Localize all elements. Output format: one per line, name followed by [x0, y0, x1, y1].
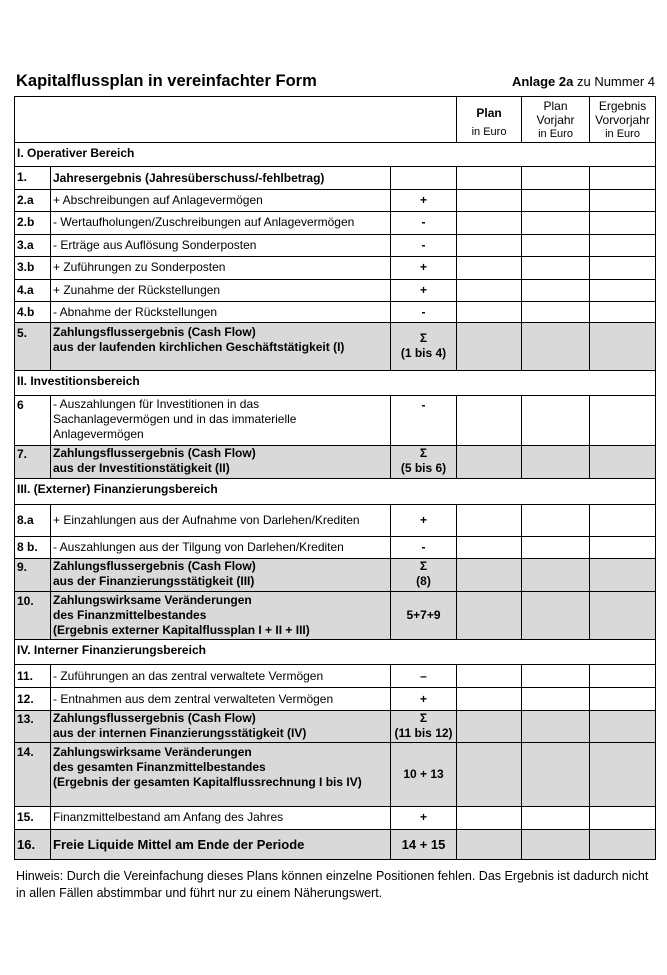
row-number: 9.: [15, 559, 51, 592]
table-row: [15, 190, 656, 212]
cell-plan-vorjahr[interactable]: [522, 665, 590, 688]
cell-plan-vorjahr[interactable]: [522, 830, 590, 860]
cell-plan[interactable]: [457, 302, 522, 323]
row-operator: +: [391, 505, 457, 537]
row-operator: +: [391, 280, 457, 302]
sigma-icon: Σ: [419, 711, 428, 725]
cell-plan[interactable]: [457, 830, 522, 860]
header-blank: [15, 97, 457, 143]
row-description: - Abnahme der Rückstellungen: [51, 302, 391, 323]
cell-plan-vorjahr[interactable]: [522, 446, 590, 479]
row-operator: +: [391, 190, 457, 212]
table-row: [15, 592, 656, 640]
table-row: [15, 212, 656, 235]
anlage-suffix: zu Nummer 4: [573, 74, 655, 89]
cell-plan-vorjahr[interactable]: [522, 257, 590, 280]
row-description: Zahlungsflussergebnis (Cash Flow) aus der Investitionstätigkeit (II): [51, 446, 391, 479]
row-operator: -: [391, 212, 457, 235]
anlage-label: Anlage 2a: [511, 74, 574, 89]
row-operator: 5+7+9: [391, 592, 457, 640]
row-number: 8 b.: [15, 537, 51, 559]
cell-plan[interactable]: [457, 396, 522, 446]
row-number: 3.b: [15, 257, 51, 280]
row-number: 11.: [15, 665, 51, 688]
cell-plan[interactable]: [457, 323, 522, 371]
row-description: - Entnahmen aus dem zentral verwalteten Vermögen: [51, 688, 391, 711]
row-description: - Auszahlungen für Investitionen in das Sachanlagevermögen und in das immaterielle Anlagevermögen: [51, 396, 391, 446]
cell-ergebnis[interactable]: [590, 323, 656, 371]
cell-ergebnis[interactable]: [590, 446, 656, 479]
table-row: [15, 446, 656, 479]
cell-plan[interactable]: [457, 743, 522, 807]
section-row: [15, 640, 656, 665]
cell-plan-vorjahr[interactable]: [522, 505, 590, 537]
cell-plan[interactable]: [457, 446, 522, 479]
section-row: [15, 479, 656, 505]
row-number: 13.: [15, 711, 51, 743]
row-operator: +: [391, 807, 457, 830]
row-number: 1.: [15, 167, 51, 190]
table-row: [15, 807, 656, 830]
cell-plan[interactable]: [457, 190, 522, 212]
row-description: Jahresergebnis (Jahresüberschuss/-fehlbetrag): [51, 167, 391, 190]
sigma-icon: Σ: [419, 331, 428, 345]
cell-plan[interactable]: [457, 688, 522, 711]
row-number: 10.: [15, 592, 51, 640]
page-title: Kapitalflussplan in vereinfachter Form: [16, 72, 317, 90]
section-row: [15, 371, 656, 396]
cell-ergebnis[interactable]: [590, 537, 656, 559]
cell-plan[interactable]: [457, 592, 522, 640]
sigma-icon: Σ: [419, 446, 428, 460]
table-row: [15, 665, 656, 688]
row-number: 6: [15, 396, 51, 446]
table-row: [15, 235, 656, 257]
row-operator: 14 + 15: [391, 830, 457, 860]
cell-plan-vorjahr[interactable]: [522, 235, 590, 257]
table-row: [15, 559, 656, 592]
cell-plan-vorjahr[interactable]: [522, 537, 590, 559]
row-number: 7.: [15, 446, 51, 479]
sigma-icon: Σ: [419, 559, 428, 573]
cell-ergebnis[interactable]: [590, 396, 656, 446]
row-description: Zahlungsflussergebnis (Cash Flow) aus der laufenden kirchlichen Geschäftstätigkeit (I): [51, 323, 391, 371]
table-row: [15, 830, 656, 860]
row-number: 4.a: [15, 280, 51, 302]
cell-plan-vorjahr[interactable]: [522, 688, 590, 711]
table-row: [15, 711, 656, 743]
cell-plan-vorjahr[interactable]: [522, 559, 590, 592]
table-row: [15, 743, 656, 807]
cell-ergebnis[interactable]: [590, 592, 656, 640]
footer-hint: Hinweis: Durch die Vereinfachung dieses Plans können einzelne Positionen fehlen. Das Ergebnis ist dadurch nicht in allen Fällen abstimmbar und führt nur zu einem Näherungswert.: [16, 869, 649, 900]
cell-plan[interactable]: [457, 537, 522, 559]
section-row: [15, 143, 656, 167]
table-header-row: [15, 97, 656, 143]
row-operator: Σ (11 bis 12): [391, 711, 457, 743]
row-operator: Σ (5 bis 6): [391, 446, 457, 479]
row-operator: -: [391, 235, 457, 257]
row-operator: -: [391, 537, 457, 559]
cell-plan-vorjahr[interactable]: [522, 190, 590, 212]
table-row: [15, 688, 656, 711]
cell-ergebnis[interactable]: [590, 688, 656, 711]
row-operator: -: [391, 302, 457, 323]
row-operator: 10 + 13: [391, 743, 457, 807]
cell-ergebnis[interactable]: [590, 807, 656, 830]
table-row: [15, 280, 656, 302]
table-row: [15, 167, 656, 190]
cell-plan[interactable]: [457, 505, 522, 537]
cell-ergebnis[interactable]: [590, 280, 656, 302]
row-description: + Einzahlungen aus der Aufnahme von Darlehen/Krediten: [51, 505, 391, 537]
cell-plan-vorjahr[interactable]: [522, 323, 590, 371]
header-plan: Plan in Euro: [457, 97, 522, 143]
row-number: 2.a: [15, 190, 51, 212]
table-row: [15, 505, 656, 537]
cell-plan[interactable]: [457, 665, 522, 688]
anlage-reference: [512, 74, 655, 89]
cell-plan[interactable]: [457, 235, 522, 257]
table-row: [15, 537, 656, 559]
cell-plan-vorjahr[interactable]: [522, 711, 590, 743]
cell-ergebnis[interactable]: [590, 257, 656, 280]
cell-ergebnis[interactable]: [590, 743, 656, 807]
cell-plan-vorjahr[interactable]: [522, 302, 590, 323]
row-description: Zahlungswirksame Veränderungen des Finanzmittelbestandes (Ergebnis externer Kapitalflussplan I + II + III): [51, 592, 391, 640]
row-operator: +: [391, 257, 457, 280]
cell-ergebnis[interactable]: [590, 190, 656, 212]
section-title: IV. Interner Finanzierungsbereich: [15, 640, 656, 665]
cell-ergebnis[interactable]: [590, 711, 656, 743]
row-description: + Zuführungen zu Sonderposten: [51, 257, 391, 280]
cell-plan-vorjahr[interactable]: [522, 592, 590, 640]
row-operator: -: [391, 396, 457, 446]
row-description: Freie Liquide Mittel am Ende der Periode: [51, 830, 391, 860]
row-operator: Σ (8): [391, 559, 457, 592]
cell-plan-vorjahr[interactable]: [522, 743, 590, 807]
cell-ergebnis[interactable]: [590, 830, 656, 860]
row-number: 5.: [15, 323, 51, 371]
header-plan-vorjahr: Plan Vorjahr in Euro: [522, 97, 590, 143]
cell-plan[interactable]: [457, 711, 522, 743]
row-description: - Erträge aus Auflösung Sonderposten: [51, 235, 391, 257]
header-ergebnis-vorvorjahr: Ergebnis Vorvorjahr in Euro: [590, 97, 656, 143]
row-description: Finanzmittelbestand am Anfang des Jahres: [51, 807, 391, 830]
cell-plan[interactable]: [457, 807, 522, 830]
table-row: [15, 302, 656, 323]
row-description: + Abschreibungen auf Anlagevermögen: [51, 190, 391, 212]
cell-plan[interactable]: [457, 257, 522, 280]
row-description: - Zuführungen an das zentral verwaltete Vermögen: [51, 665, 391, 688]
cell-plan[interactable]: [457, 167, 522, 190]
row-description: Zahlungswirksame Veränderungen des gesamten Finanzmittelbestandes (Ergebnis der gesamten Kapitalflussrechnung I bis IV): [51, 743, 391, 807]
row-number: 14.: [15, 743, 51, 807]
cell-ergebnis[interactable]: [590, 302, 656, 323]
cell-plan[interactable]: [457, 280, 522, 302]
cell-ergebnis[interactable]: [590, 212, 656, 235]
row-number: 3.a: [15, 235, 51, 257]
row-operator: Σ (1 bis 4): [391, 323, 457, 371]
cell-ergebnis[interactable]: [590, 235, 656, 257]
cell-plan[interactable]: [457, 212, 522, 235]
row-number: 15.: [15, 807, 51, 830]
row-number: 8.a: [15, 505, 51, 537]
row-number: 4.b: [15, 302, 51, 323]
row-description: Zahlungsflussergebnis (Cash Flow) aus der internen Finanzierungsstätigkeit (IV): [51, 711, 391, 743]
cell-ergebnis[interactable]: [590, 665, 656, 688]
table-row: [15, 396, 656, 446]
row-description: Zahlungsflussergebnis (Cash Flow) aus der Finanzierungsstätigkeit (III): [51, 559, 391, 592]
section-title: II. Investitionsbereich: [15, 371, 656, 396]
cell-plan-vorjahr[interactable]: [522, 396, 590, 446]
cell-ergebnis[interactable]: [590, 559, 656, 592]
cell-ergebnis[interactable]: [590, 505, 656, 537]
cell-plan-vorjahr[interactable]: [522, 807, 590, 830]
row-operator: +: [391, 688, 457, 711]
table-row: [15, 257, 656, 280]
row-operator: [391, 167, 457, 190]
row-operator: –: [391, 665, 457, 688]
section-title: III. (Externer) Finanzierungsbereich: [15, 479, 656, 505]
table-row: [15, 323, 656, 371]
row-number: 2.b: [15, 212, 51, 235]
cell-plan-vorjahr[interactable]: [522, 280, 590, 302]
cell-plan-vorjahr[interactable]: [522, 212, 590, 235]
row-description: - Wertaufholungen/Zuschreibungen auf Anlagevermögen: [51, 212, 391, 235]
row-number: 16.: [15, 830, 51, 860]
row-number: 12.: [15, 688, 51, 711]
cell-plan-vorjahr[interactable]: [522, 167, 590, 190]
cell-plan[interactable]: [457, 559, 522, 592]
row-description: + Zunahme der Rückstellungen: [51, 280, 391, 302]
cashflow-table: [14, 96, 656, 860]
cell-ergebnis[interactable]: [590, 167, 656, 190]
row-description: - Auszahlungen aus der Tilgung von Darlehen/Krediten: [51, 537, 391, 559]
section-title: I. Operativer Bereich: [15, 143, 656, 167]
